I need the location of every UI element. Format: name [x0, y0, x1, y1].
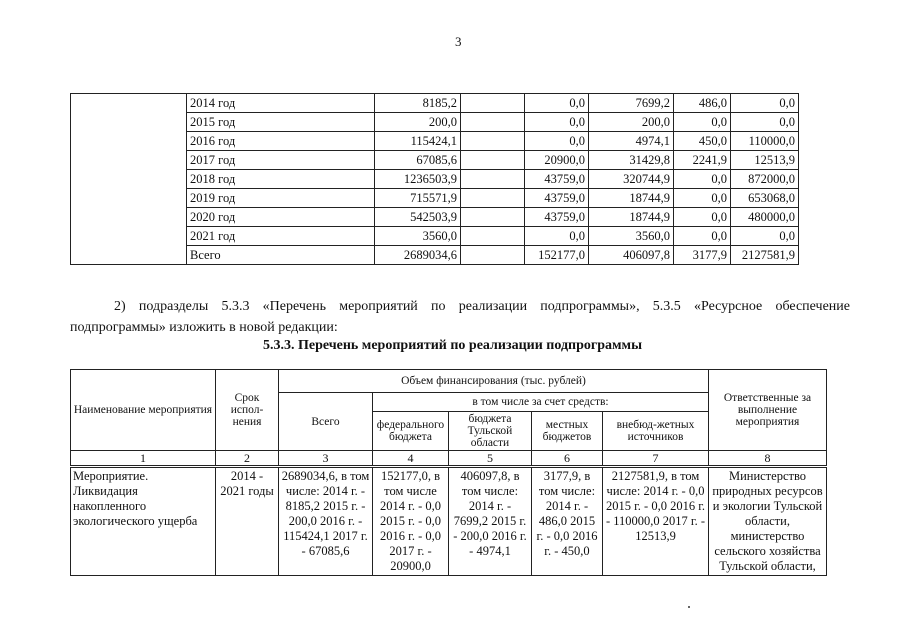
cell-c2 — [461, 189, 525, 208]
cell-year: 2021 год — [187, 227, 375, 246]
header-responsible: Ответственные за выполнение мероприятия — [709, 370, 827, 451]
header-local: местных бюджетов — [532, 412, 603, 451]
header-funding: Объем финансирования (тыс. рублей) — [279, 370, 709, 393]
event-regional: 406097,8, в том числе: 2014 г. - 7699,2 2015 г. - 200,0 2016 г. - 4974,1 — [449, 467, 532, 576]
cell-federal: 152177,0 — [525, 246, 589, 265]
cell-regional: 18744,9 — [589, 189, 674, 208]
column-number: 6 — [532, 451, 603, 467]
event-federal: 152177,0, в том числе 2014 г. - 0,0 2015 г. - 0,0 2016 г. - 0,0 2017 г. - 20900,0 — [373, 467, 449, 576]
cell-federal: 43759,0 — [525, 208, 589, 227]
cell-year: 2017 год — [187, 151, 375, 170]
cell-year: 2019 год — [187, 189, 375, 208]
event-local: 3177,9, в том числе: 2014 г. - 486,0 2015 г. - 0,0 2016 г. - 450,0 — [532, 467, 603, 576]
section-title: 5.3.3. Перечень мероприятий по реализации подпрограммы — [262, 338, 643, 353]
header-including: в том числе за счет средств: — [373, 393, 709, 412]
cell-regional: 31429,8 — [589, 151, 674, 170]
cell-regional: 320744,9 — [589, 170, 674, 189]
cell-regional: 7699,2 — [589, 94, 674, 113]
cell-extra: 110000,0 — [731, 132, 799, 151]
cell-extra: 0,0 — [731, 113, 799, 132]
cell-regional: 18744,9 — [589, 208, 674, 227]
cell-year: Всего — [187, 246, 375, 265]
merged-left-cell — [71, 94, 187, 265]
cell-total: 67085,6 — [375, 151, 461, 170]
cell-extra: 0,0 — [731, 227, 799, 246]
cell-c2 — [461, 132, 525, 151]
header-term: Срок испол-нения — [216, 370, 279, 451]
cell-local: 2241,9 — [674, 151, 731, 170]
event-name: Мероприятие. Ликвидация накопленного экологического ущерба — [71, 467, 216, 576]
cell-extra: 0,0 — [731, 94, 799, 113]
cell-local: 0,0 — [674, 113, 731, 132]
cell-local: 0,0 — [674, 170, 731, 189]
cell-c2 — [461, 151, 525, 170]
cell-total: 2689034,6 — [375, 246, 461, 265]
header-total: Всего — [279, 393, 373, 451]
column-number: 5 — [449, 451, 532, 467]
cell-total: 200,0 — [375, 113, 461, 132]
scan-speck — [688, 606, 690, 608]
cell-extra: 653068,0 — [731, 189, 799, 208]
cell-total: 542503,9 — [375, 208, 461, 227]
cell-extra: 12513,9 — [731, 151, 799, 170]
cell-c2 — [461, 113, 525, 132]
header-federal: федерального бюджета — [373, 412, 449, 451]
cell-federal: 0,0 — [525, 227, 589, 246]
cell-year: 2014 год — [187, 94, 375, 113]
cell-c2 — [461, 227, 525, 246]
event-total: 2689034,6, в том числе: 2014 г. - 8185,2 2015 г. - 200,0 2016 г. - 115424,1 2017 г. - 67085,6 — [279, 467, 373, 576]
cell-regional: 4974,1 — [589, 132, 674, 151]
cell-regional: 406097,8 — [589, 246, 674, 265]
cell-year: 2015 год — [187, 113, 375, 132]
cell-total: 115424,1 — [375, 132, 461, 151]
cell-total: 8185,2 — [375, 94, 461, 113]
header-extra: внебюд-жетных источников — [603, 412, 709, 451]
cell-total: 3560,0 — [375, 227, 461, 246]
header-name: Наименование мероприятия — [71, 370, 216, 451]
funding-by-year-table — [70, 93, 799, 265]
cell-extra: 872000,0 — [731, 170, 799, 189]
cell-federal: 43759,0 — [525, 189, 589, 208]
column-number: 4 — [373, 451, 449, 467]
cell-total: 1236503,9 — [375, 170, 461, 189]
cell-federal: 0,0 — [525, 132, 589, 151]
cell-federal: 43759,0 — [525, 170, 589, 189]
amendment-paragraph: 2) подразделы 5.3.3 «Перечень мероприятий по реализации подпрограммы», 5.3.5 «Ресурсное обеспечение подпрограммы» изложить в новой редакции: — [70, 299, 850, 335]
cell-c2 — [461, 246, 525, 265]
cell-local: 450,0 — [674, 132, 731, 151]
cell-federal: 0,0 — [525, 113, 589, 132]
cell-local: 0,0 — [674, 189, 731, 208]
cell-local: 486,0 — [674, 94, 731, 113]
column-number: 1 — [71, 451, 216, 467]
column-number: 8 — [709, 451, 827, 467]
cell-year: 2016 год — [187, 132, 375, 151]
table-row — [71, 94, 799, 113]
column-number: 3 — [279, 451, 373, 467]
event-term: 2014 - 2021 годы — [216, 467, 279, 576]
cell-local: 3177,9 — [674, 246, 731, 265]
cell-c2 — [461, 208, 525, 227]
column-number: 7 — [603, 451, 709, 467]
cell-regional: 200,0 — [589, 113, 674, 132]
cell-c2 — [461, 170, 525, 189]
cell-total: 715571,9 — [375, 189, 461, 208]
cell-c2 — [461, 94, 525, 113]
cell-local: 0,0 — [674, 208, 731, 227]
cell-regional: 3560,0 — [589, 227, 674, 246]
cell-extra: 480000,0 — [731, 208, 799, 227]
column-number: 2 — [216, 451, 279, 467]
page-number: 3 — [455, 34, 462, 49]
header-regional: бюджета Тульской области — [449, 412, 532, 451]
cell-year: 2020 год — [187, 208, 375, 227]
cell-federal: 0,0 — [525, 94, 589, 113]
event-extra: 2127581,9, в том числе: 2014 г. - 0,0 2015 г. - 0,0 2016 г. - 110000,0 2017 г. - 12513,9 — [603, 467, 709, 576]
cell-year: 2018 год — [187, 170, 375, 189]
event-responsible: Министерство природных ресурсов и экологии Тульской области, министерство сельского хозяйства Тульской области, — [709, 467, 827, 576]
cell-extra: 2127581,9 — [731, 246, 799, 265]
events-table — [70, 369, 827, 576]
cell-local: 0,0 — [674, 227, 731, 246]
cell-federal: 20900,0 — [525, 151, 589, 170]
